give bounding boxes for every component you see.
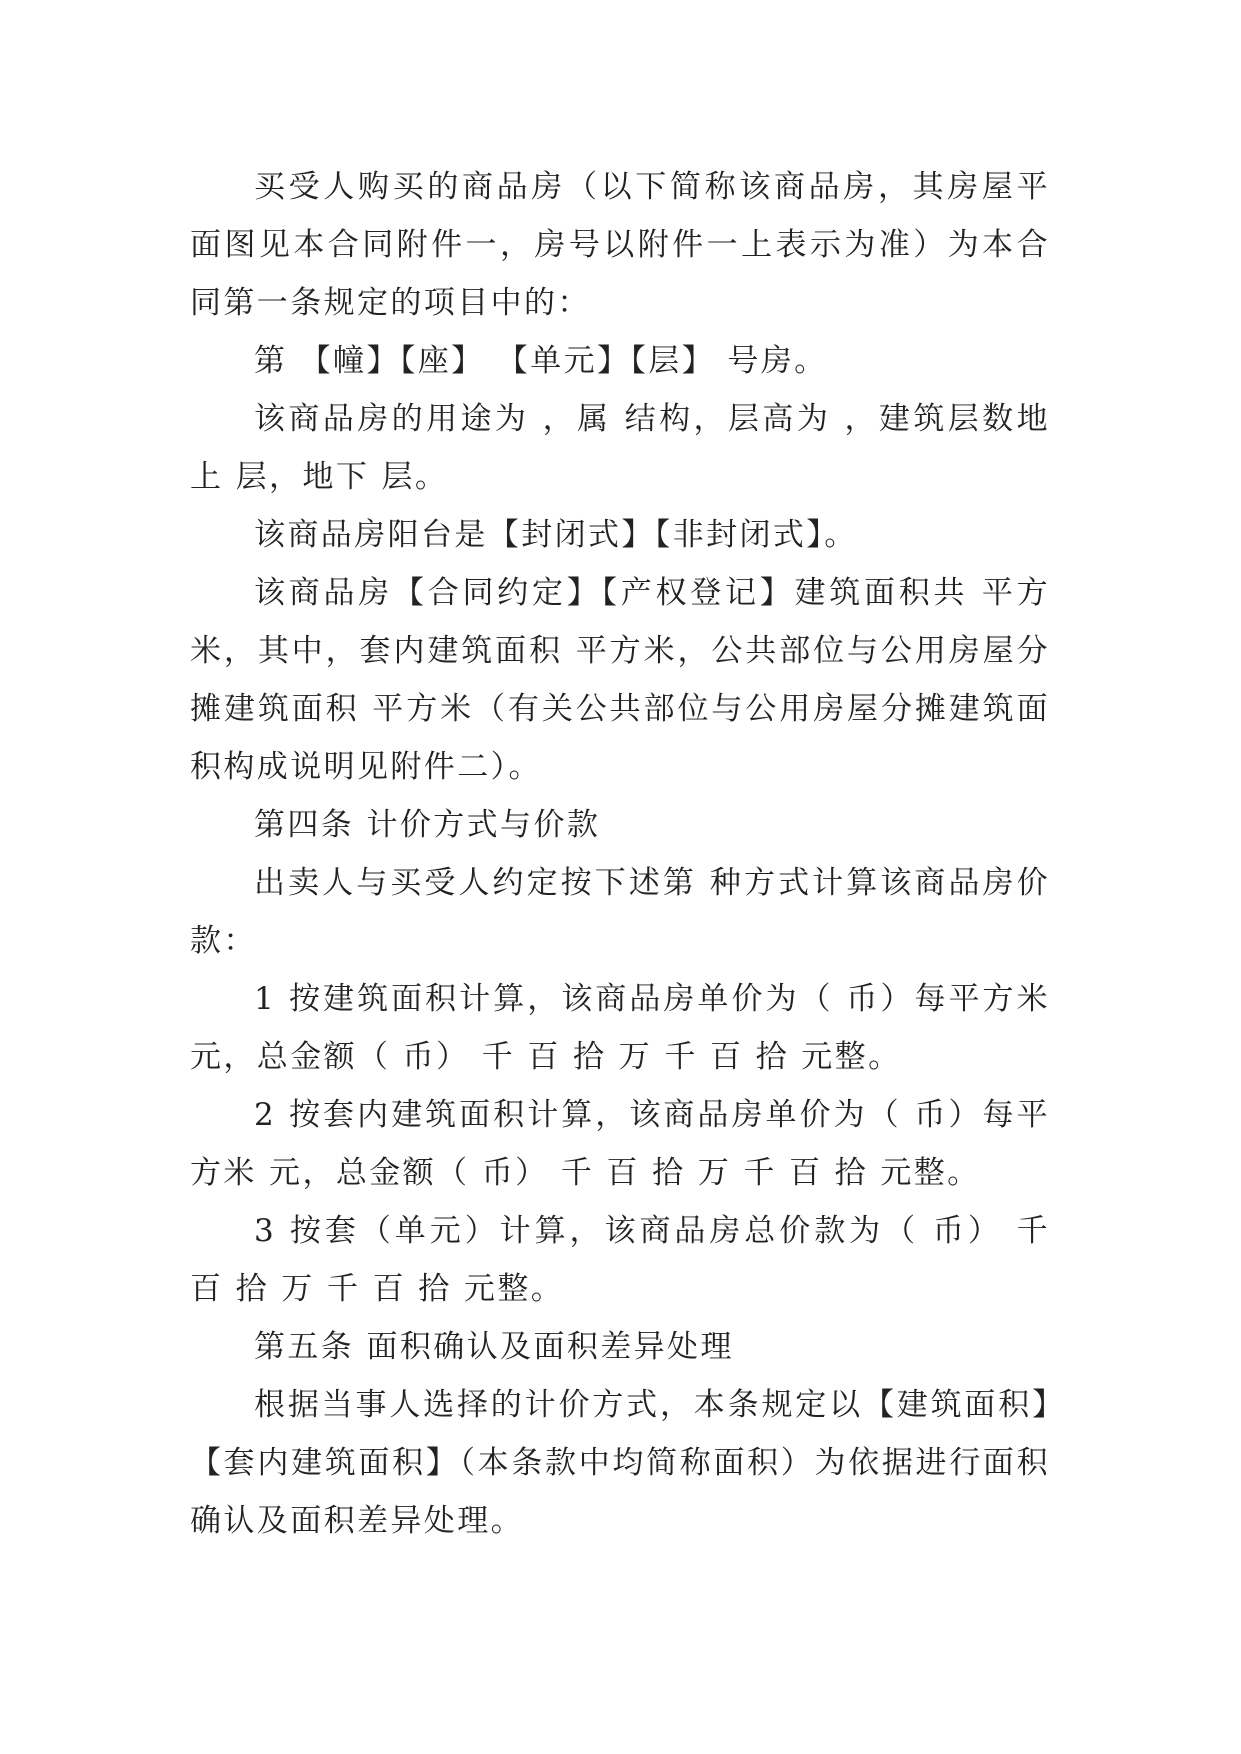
paragraph-area: 该商品房【合同约定】【产权登记】建筑面积共 平方米，其中，套内建筑面积 平方米，公共部位与公用房屋分摊建筑面积 平方米（有关公共部位与公用房屋分摊建筑面积构成说明见附件二）。 bbox=[190, 575, 1050, 785]
paragraph-usage-structure: 该商品房的用途为 ，属 结构，层高为 ，建筑层数地上 层，地下 层。 bbox=[190, 401, 1050, 495]
paragraph-method-2: 2 按套内建筑面积计算，该商品房单价为（ 币）每平方米 元，总金额（ 币） 千 百 拾 万 千 百 拾 元整。 bbox=[190, 1097, 1050, 1191]
paragraph-pricing-method: 出卖人与买受人约定按下述第 种方式计算该商品房价款： bbox=[190, 865, 1050, 959]
article-4-heading: 第四条 计价方式与价款 bbox=[254, 807, 601, 843]
paragraph-method-1: 1 按建筑面积计算，该商品房单价为（ 币）每平方米 元，总金额（ 币） 千 百 拾 万 千 百 拾 元整。 bbox=[190, 981, 1063, 1075]
paragraph-purchased-house: 买受人购买的商品房（以下简称该商品房，其房屋平面图见本合同附件一，房号以附件一上表示为准）为本合同第一条规定的项目中的： bbox=[190, 169, 1050, 321]
paragraph-area-confirmation: 根据当事人选择的计价方式，本条规定以【建筑面积】【套内建筑面积】（本条款中均简称面积）为依据进行面积确认及面积差异处理。 bbox=[190, 1387, 1050, 1539]
paragraph-room-number: 第 【幢】【座】 【单元】【层】 号房。 bbox=[254, 343, 828, 379]
document-body bbox=[190, 158, 1063, 1550]
paragraph-method-3: 3 按套（单元）计算，该商品房总价款为（ 币） 千 百 拾 万 千 百 拾 元整。 bbox=[190, 1213, 1063, 1307]
article-5-heading: 第五条 面积确认及面积差异处理 bbox=[254, 1329, 734, 1365]
paragraph-balcony: 该商品房阳台是【封闭式】【非封闭式】。 bbox=[254, 517, 858, 553]
